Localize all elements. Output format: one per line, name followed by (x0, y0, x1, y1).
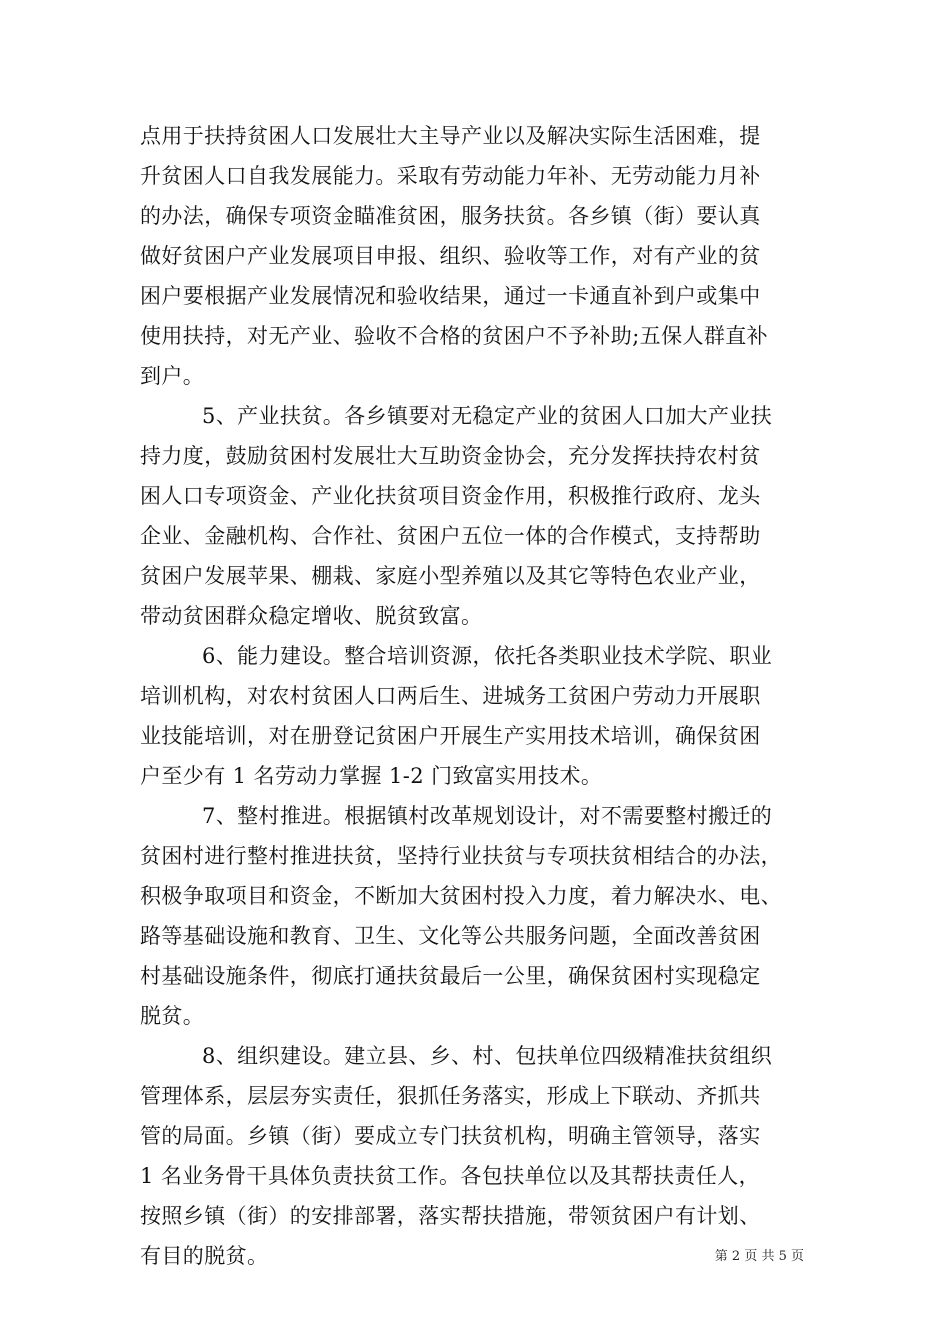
document-body (140, 116, 830, 1276)
text-line: 积极争取项目和资金，不断加大贫困村投入力度，着力解决水、电、 (140, 884, 782, 908)
text-line: 使用扶持，对无产业、验收不合格的贫困户不予补助;五保人群直补 (140, 324, 769, 348)
text-line: 7、整村推进。根据镇村改革规划设计，对不需要整村搬迁的 (202, 804, 773, 828)
page-number: 第 2 页 共 5 页 (714, 1249, 804, 1264)
text-line: 管的局面。乡镇（街）要成立专门扶贫机构，明确主管领导，落实 (140, 1124, 761, 1148)
text-line: 升贫困人口自我发展能力。采取有劳动能力年补、无劳动能力月补 (140, 164, 761, 188)
text-line: 业技能培训，对在册登记贫困户开展生产实用技术培训，确保贫困 (140, 724, 761, 748)
text-line: 按照乡镇（街）的安排部署，落实帮扶措施，带领贫困户有计划、 (140, 1204, 761, 1228)
text-line: 6、能力建设。整合培训资源，依托各类职业技术学院、职业 (202, 644, 773, 668)
text-line: 贫困户发展苹果、棚栽、家庭小型养殖以及其它等特色农业产业， (140, 564, 761, 588)
text-line: 困户要根据产业发展情况和验收结果，通过一卡通直补到户或集中 (140, 284, 761, 308)
text-line: 持力度，鼓励贫困村发展壮大互助资金协会，充分发挥扶持农村贫 (140, 444, 761, 468)
text-line: 脱贫。 (140, 1004, 205, 1028)
text-line: 管理体系，层层夯实责任，狠抓任务落实，形成上下联动、齐抓共 (140, 1084, 761, 1108)
text-line: 困人口专项资金、产业化扶贫项目资金作用，积极推行政府、龙头 (140, 484, 761, 508)
text-line: 培训机构，对农村贫困人口两后生、进城务工贫困户劳动力开展职 (140, 684, 761, 708)
text-line: 村基础设施条件，彻底打通扶贫最后一公里，确保贫困村实现稳定 (140, 964, 761, 988)
text-line: 有目的脱贫。 (140, 1244, 269, 1268)
text-line: 企业、金融机构、合作社、贫困户五位一体的合作模式，支持帮助 (140, 524, 761, 548)
text-line: 户至少有 1 名劳动力掌握 1-2 门致富实用技术。 (140, 764, 603, 788)
text-line: 的办法，确保专项资金瞄准贫困，服务扶贫。各乡镇（街）要认真 (140, 204, 761, 228)
text-line: 带动贫困群众稳定增收、脱贫致富。 (140, 604, 483, 628)
text-line: 8、组织建设。建立县、乡、村、包扶单位四级精准扶贫组织 (202, 1044, 773, 1068)
text-line: 5、产业扶贫。各乡镇要对无稳定产业的贫困人口加大产业扶 (202, 404, 773, 428)
text-line: 1 名业务骨干具体负责扶贫工作。各包扶单位以及其帮扶责任人， (140, 1164, 761, 1188)
text-line: 到户。 (140, 364, 205, 388)
text-line: 点用于扶持贫困人口发展壮大主导产业以及解决实际生活困难，提 (140, 124, 761, 148)
text-line: 贫困村进行整村推进扶贫，坚持行业扶贫与专项扶贫相结合的办法， (140, 844, 782, 868)
text-line: 做好贫困户产业发展项目申报、组织、验收等工作，对有产业的贫 (140, 244, 761, 268)
text-line: 路等基础设施和教育、卫生、文化等公共服务问题，全面改善贫困 (140, 924, 761, 948)
